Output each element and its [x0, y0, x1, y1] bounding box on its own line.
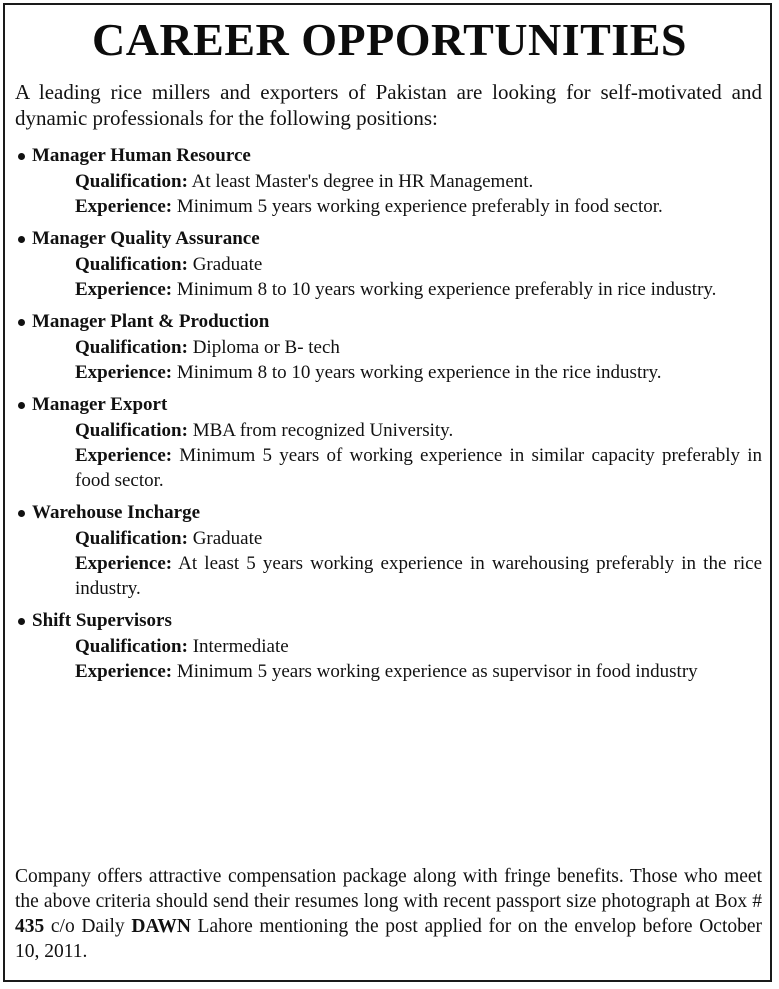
qualification-line — [75, 252, 762, 277]
experience-label: Experience: — [75, 279, 173, 300]
qualification-line — [75, 418, 762, 443]
position-title — [15, 226, 762, 252]
experience-value: Minimum 8 to 10 years working experience preferably in rice industry. — [176, 279, 717, 300]
experience-line — [75, 194, 762, 219]
newspaper-name: DAWN — [131, 916, 191, 937]
position-item — [15, 143, 762, 219]
position-title — [15, 143, 762, 169]
experience-line — [75, 551, 762, 601]
qualification-value: At least Master's degree in HR Management. — [191, 171, 534, 192]
qualification-value: Intermediate — [192, 636, 289, 657]
qualification-value: MBA from recognized University. — [192, 420, 454, 441]
experience-label: Experience: — [75, 196, 173, 217]
experience-label: Experience: — [75, 445, 173, 466]
position-item — [15, 392, 762, 493]
qualification-label: Qualification: — [75, 420, 188, 441]
qualification-label: Qualification: — [75, 254, 188, 275]
position-title-text: Warehouse Incharge — [32, 502, 201, 523]
position-title-text: Shift Supervisors — [32, 610, 172, 631]
position-title-text: Manager Human Resource — [32, 145, 251, 166]
qualification-label: Qualification: — [75, 171, 188, 192]
intro-paragraph: A leading rice millers and exporters of Pakistan are looking for self-motivated and dynamic professionals for the following positions: — [15, 80, 762, 130]
experience-label: Experience: — [75, 661, 173, 682]
bullet-icon — [18, 236, 25, 243]
qualification-line — [75, 526, 762, 551]
position-title-text: Manager Quality Assurance — [32, 228, 260, 249]
qualification-value: Diploma or B- tech — [192, 337, 340, 358]
position-title — [15, 608, 762, 634]
position-title-text: Manager Export — [32, 394, 168, 415]
position-title — [15, 309, 762, 335]
qualification-line — [75, 335, 762, 360]
box-number: 435 — [15, 916, 45, 937]
experience-line — [75, 443, 762, 493]
experience-value: At least 5 years working experience in warehousing preferably in the rice industry. — [75, 553, 762, 599]
qualification-value: Graduate — [192, 254, 263, 275]
experience-line — [75, 659, 762, 684]
experience-value: Minimum 5 years working experience as supervisor in food industry — [176, 661, 698, 682]
bullet-icon — [18, 510, 25, 517]
qualification-line — [75, 169, 762, 194]
bullet-icon — [18, 153, 25, 160]
qualification-value: Graduate — [192, 528, 263, 549]
position-item — [15, 309, 762, 385]
experience-value: Minimum 5 years working experience preferably in food sector. — [176, 196, 663, 217]
bullet-icon — [18, 402, 25, 409]
experience-value: Minimum 5 years of working experience in similar capacity preferably in food sector. — [75, 445, 762, 491]
positions-list — [15, 143, 762, 691]
experience-label: Experience: — [75, 362, 173, 383]
position-title-text: Manager Plant & Production — [32, 311, 270, 332]
page-title: CAREER OPPORTUNITIES — [92, 14, 687, 65]
qualification-line — [75, 634, 762, 659]
closing-text: Company offers attractive compensation package along with fringe benefits. Those who meet the above criteria should send their resumes long with recent passport size photograph at Box # — [15, 866, 762, 912]
position-item — [15, 500, 762, 601]
qualification-label: Qualification: — [75, 528, 188, 549]
closing-end: Lahore mentioning the post applied for on the envelop before October 10, 2011. — [15, 916, 763, 962]
bullet-icon — [18, 319, 25, 326]
position-item — [15, 608, 762, 684]
qualification-label: Qualification: — [75, 636, 188, 657]
experience-label: Experience: — [75, 553, 173, 574]
closing-co: c/o Daily — [50, 916, 125, 937]
closing-paragraph — [15, 864, 762, 964]
experience-value: Minimum 8 to 10 years working experience in the rice industry. — [176, 362, 662, 383]
position-title — [15, 392, 762, 418]
experience-line — [75, 360, 762, 385]
qualification-label: Qualification: — [75, 337, 188, 358]
experience-line — [75, 277, 762, 302]
position-item — [15, 226, 762, 302]
bullet-icon — [18, 618, 25, 625]
position-title — [15, 500, 762, 526]
